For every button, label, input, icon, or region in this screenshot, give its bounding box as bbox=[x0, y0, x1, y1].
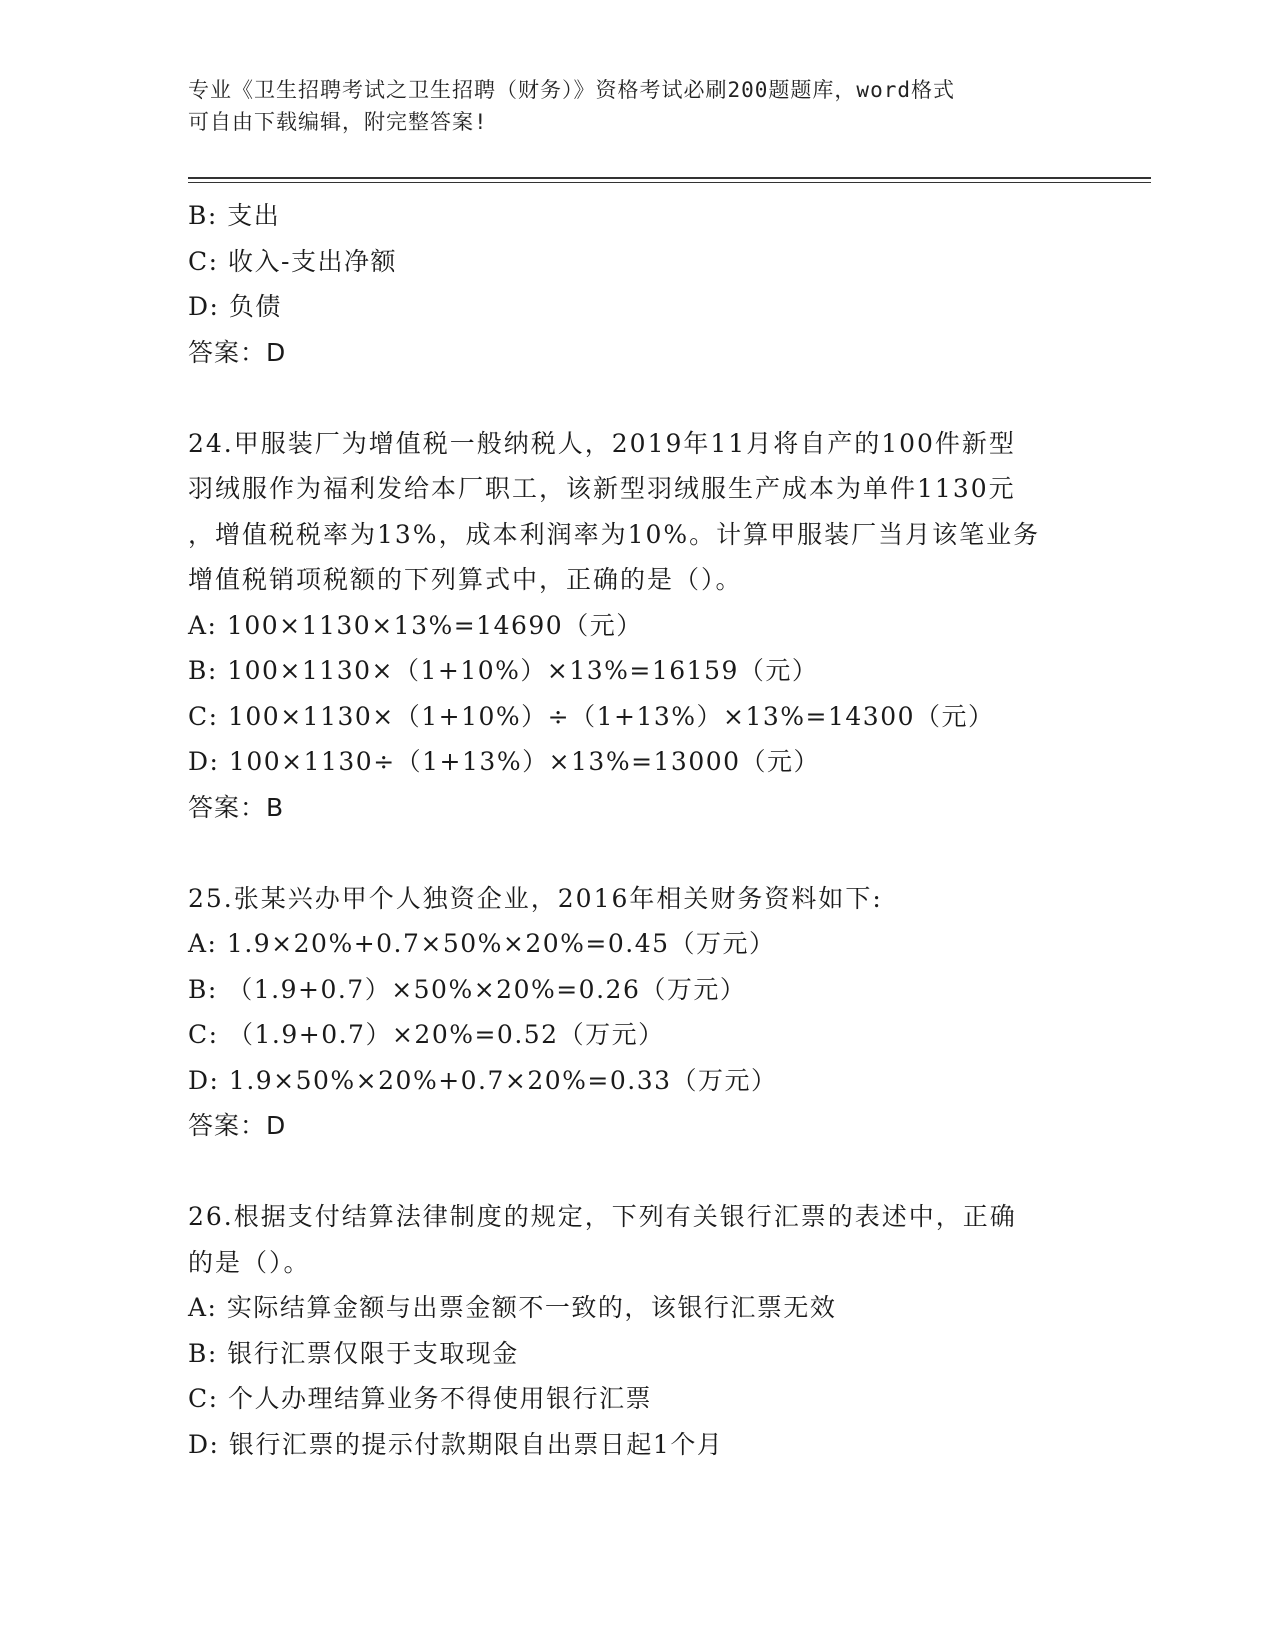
option-a: A: 实际结算金额与出票金额不一致的，该银行汇票无效 bbox=[188, 1293, 837, 1322]
spacer bbox=[188, 830, 1088, 876]
option-d: D: 银行汇票的提示付款期限自出票日起1个月 bbox=[188, 1429, 724, 1459]
question-stem-line: 的是（）。 bbox=[188, 1247, 311, 1277]
question-25 bbox=[188, 876, 1088, 1149]
option-d: D: 负债 bbox=[188, 292, 282, 321]
header-divider bbox=[188, 177, 1151, 183]
question-stem-line: ，增值税税率为13%，成本利润率为10%。计算甲服装厂当月该笔业务 bbox=[188, 519, 1041, 549]
option-d: D: 100×1130÷（1+13%）×13%=13000（元） bbox=[188, 747, 821, 776]
question-stem-line: 增值税销项税额的下列算式中，正确的是（）。 bbox=[188, 565, 743, 594]
question-23-tail bbox=[188, 193, 1088, 375]
option-b: B: （1.9+0.7）×50%×20%=0.26（万元） bbox=[188, 974, 747, 1004]
option-c: C: 个人办理结算业务不得使用银行汇票 bbox=[188, 1384, 652, 1413]
spacer bbox=[188, 1149, 1088, 1195]
option-a: A: 100×1130×13%=14690（元） bbox=[188, 610, 643, 640]
answer-line: 答案：D bbox=[188, 337, 287, 367]
page-header bbox=[188, 74, 1068, 138]
question-26 bbox=[188, 1194, 1088, 1467]
question-24 bbox=[188, 421, 1088, 831]
header-line-2: 可自由下载编辑，附完整答案! bbox=[188, 110, 488, 134]
answer-line: 答案：D bbox=[188, 1111, 287, 1140]
document-body bbox=[188, 193, 1088, 1467]
option-d: D: 1.9×50%×20%+0.7×20%=0.33（万元） bbox=[188, 1065, 778, 1095]
option-b: B: 银行汇票仅限于支取现金 bbox=[188, 1338, 519, 1368]
option-b: B: 100×1130×（1+10%）×13%=16159（元） bbox=[188, 656, 819, 685]
question-stem-line: 25.张某兴办甲个人独资企业，2016年相关财务资料如下: bbox=[188, 883, 883, 913]
question-stem-line: 羽绒服作为福利发给本厂职工，该新型羽绒服生产成本为单件1130元 bbox=[188, 474, 1016, 503]
option-c: C: 收入-支出净额 bbox=[188, 246, 397, 276]
option-c: C: （1.9+0.7）×20%=0.52（万元） bbox=[188, 1020, 665, 1049]
question-stem-line: 24.甲服装厂为增值税一般纳税人，2019年11月将自产的100件新型 bbox=[188, 428, 1016, 458]
spacer bbox=[188, 375, 1088, 421]
option-c: C: 100×1130×（1+10%）÷（1+13%）×13%=14300（元） bbox=[188, 701, 995, 731]
question-stem-line: 26.根据支付结算法律制度的规定，下列有关银行汇票的表述中，正确 bbox=[188, 1202, 1017, 1231]
header-line-1: 专业《卫生招聘考试之卫生招聘（财务）》资格考试必刷200题题库，word格式 bbox=[188, 78, 955, 102]
option-b: B: 支出 bbox=[188, 201, 281, 230]
answer-line: 答案：B bbox=[188, 792, 285, 822]
option-a: A: 1.9×20%+0.7×50%×20%=0.45（万元） bbox=[188, 929, 776, 958]
